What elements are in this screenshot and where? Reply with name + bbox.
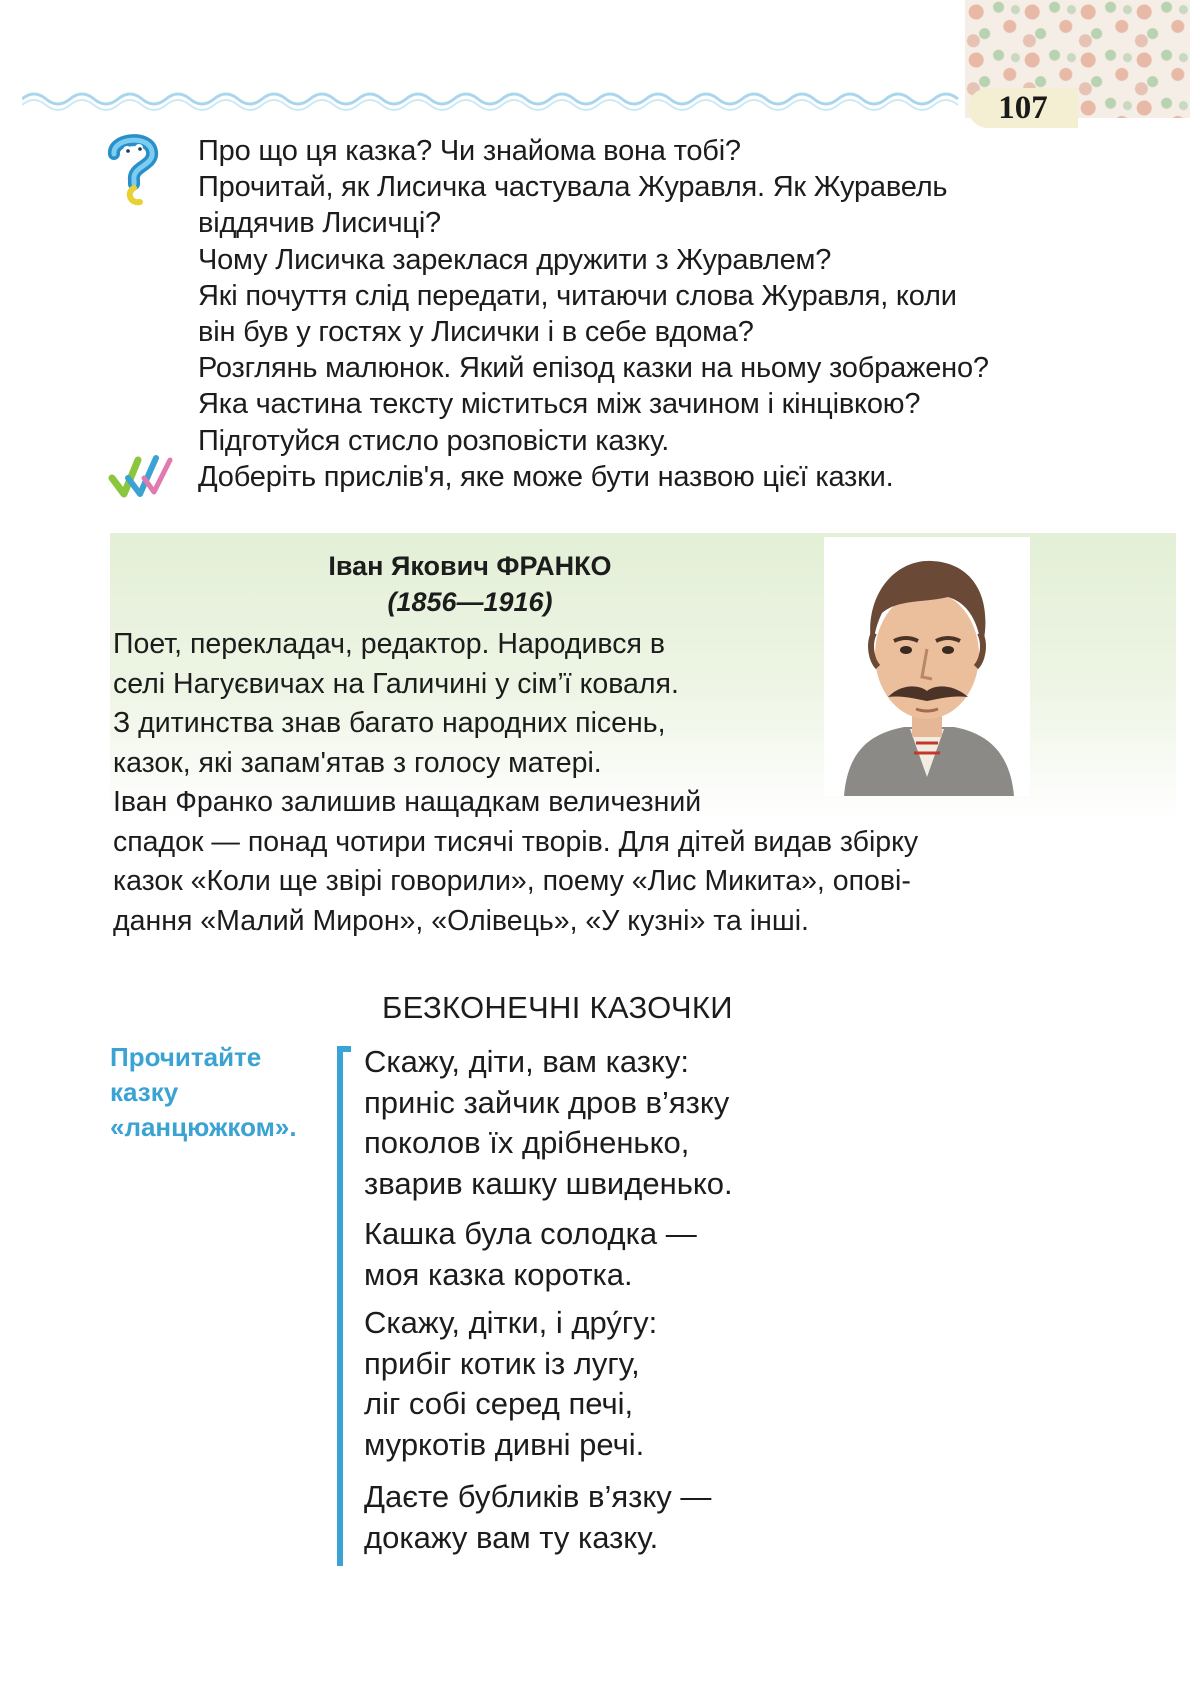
question-line: Прочитай, як Лисичка частувала Журавля. Як Журавель xyxy=(198,171,948,204)
instruction-line: казку xyxy=(110,1077,179,1107)
biography-line: Іван Франко залишив нащадкам величезний xyxy=(113,786,702,818)
pencils-icon xyxy=(108,452,176,500)
poem-line: ліг собі серед печі, xyxy=(364,1386,634,1421)
poem-line: приніс зайчик дров в’язку xyxy=(364,1084,730,1120)
question-line: Чому Лисичка зареклася дружити з Журавлем? xyxy=(198,243,832,276)
poem-stanza xyxy=(364,1477,864,1558)
instruction-line: «ланцюжком». xyxy=(110,1112,297,1142)
poem-line: зварив кашку швиденько. xyxy=(364,1165,733,1201)
biography-text xyxy=(113,625,1033,941)
questions-block xyxy=(198,133,1038,495)
poem-line: Скажу, дітки, і дру́гу: xyxy=(364,1305,658,1340)
biography-line: спадок — понад чотири тисячі творів. Для дітей видав збірку xyxy=(113,825,919,858)
task-line: Доберіть прислів'я, яке може бути назвою цієї казки. xyxy=(198,460,894,493)
poem-line: муркотів дивні речі. xyxy=(364,1426,645,1462)
biography-line: З дитинства знав багато народних пісень, xyxy=(113,707,666,739)
biography-years: (1856—1916) xyxy=(387,587,553,617)
wave-divider xyxy=(22,86,962,112)
poem-bracket-bar xyxy=(337,1046,343,1566)
biography-line: казок, які запам'ятав з голосу матері. xyxy=(113,746,602,779)
question-line: він був у гостях у Лисички і в себе вдома? xyxy=(198,316,754,349)
question-line: Про що ця казка? Чи знайома вона тобі? xyxy=(198,135,741,167)
poem-stanza xyxy=(364,1042,864,1204)
question-line: Підготуйся стисло розповісти казку. xyxy=(198,424,670,457)
biography-line: селі Нагуєвичах на Галичині у сім’ї коваля. xyxy=(113,667,679,700)
biography-line: казок «Коли ще звірі говорили», поему «Лис Микита», опові- xyxy=(113,865,911,897)
question-line: Розглянь малюнок. Який епізод казки на ньому зображено? xyxy=(198,352,989,385)
poem-line: Кашка була солодка — xyxy=(364,1216,697,1251)
biography-line: Поет, перекладач, редактор. Народився в xyxy=(113,628,665,660)
poem-title: БЕЗКОНЕЧНІ КАЗОЧКИ xyxy=(382,990,733,1025)
poem-stanza xyxy=(364,1214,864,1295)
question-mark-icon xyxy=(104,132,164,210)
question-line: Які почуття слід передати, читаючи слова Журавля, коли xyxy=(198,279,957,312)
question-line: віддячив Лисичці? xyxy=(198,207,441,240)
poem-line: моя казка коротка. xyxy=(364,1256,633,1292)
question-line: Яка частина тексту міститься між зачином і кінцівкою? xyxy=(198,388,921,421)
poem-line: Скажу, діти, вам казку: xyxy=(364,1044,689,1079)
instruction-line: Прочитайте xyxy=(110,1042,262,1072)
poem-stanza xyxy=(364,1303,864,1465)
biography-line: дання «Малий Мирон», «Олівець», «У кузні» та інші. xyxy=(113,904,809,937)
reading-instruction xyxy=(110,1040,340,1145)
poem-line: Даєте бубликів в’язку — xyxy=(364,1479,712,1514)
page-number: 107 xyxy=(968,88,1078,128)
poem-line: докажу вам ту казку. xyxy=(364,1519,659,1555)
biography-name: Іван Якович ФРАНКО xyxy=(328,551,612,581)
poem-line: прибіг котик із лугу, xyxy=(364,1345,640,1381)
poem-line: поколов їх дрібненько, xyxy=(364,1125,690,1160)
